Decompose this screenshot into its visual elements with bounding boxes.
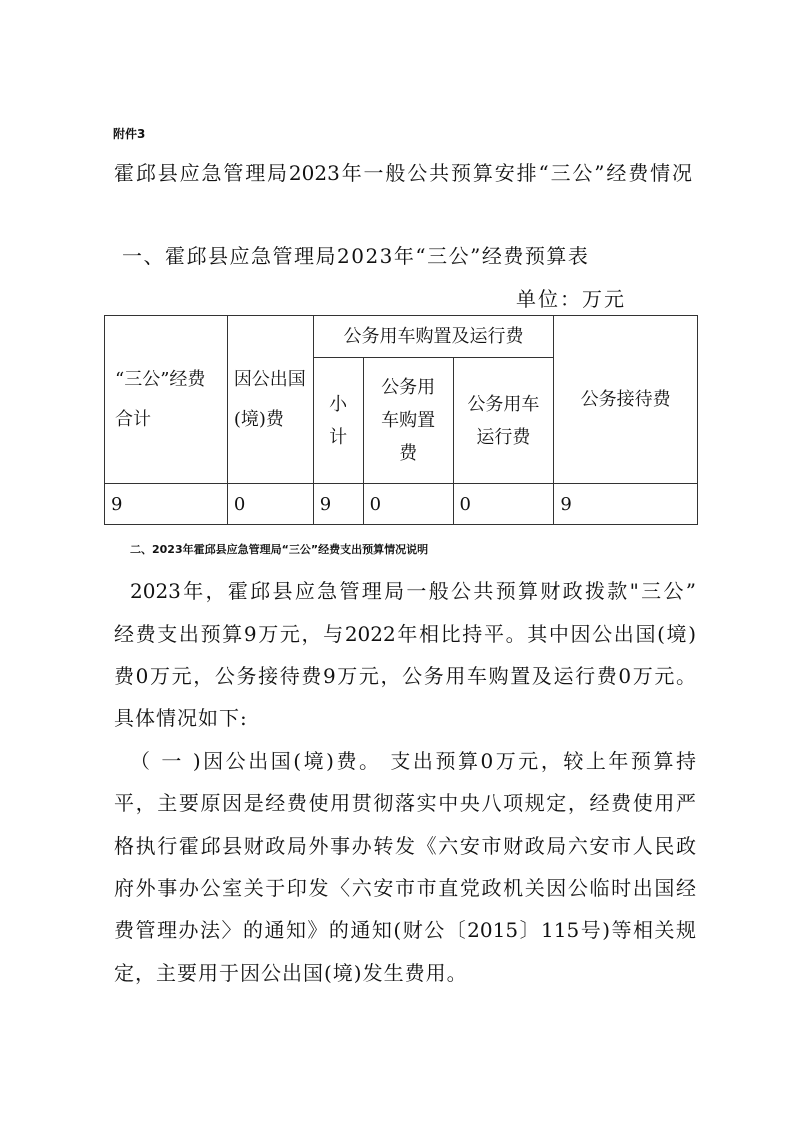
cell-total: 9 [105,484,228,525]
header-reception: 公务接待费 [554,316,698,484]
cell-reception: 9 [554,484,698,525]
header-vehicle: 公务用车购置及运行费 [313,316,554,358]
section-1-heading: 一、霍邱县应急管理局2023年“三公”经费预算表 [122,244,590,268]
unit-label: 单位：万元 [516,287,626,311]
paragraph-line: 定，主要用于因公出国(境)发生费用。 [114,961,468,985]
paragraph-line: 2023年，霍邱县应急管理局一般公共预算财政拨款"三公” [130,579,696,603]
header-subtotal: 小计 [313,358,363,484]
paragraph-line: 经费支出预算9万元，与2022年相比持平。其中因公出国(境) [114,622,696,646]
budget-table [104,315,698,525]
table-row [105,484,698,525]
cell-purchase: 0 [363,484,453,525]
paragraph-line: 平，主要原因是经费使用贯彻落实中央八项规定，经费使用严 [114,791,696,815]
document-title: 霍邱县应急管理局2023年一般公共预算安排“三公”经费情况 [114,161,692,185]
paragraph-line: 费0万元，公务接待费9万元，公务用车购置及运行费0万元。 [114,664,696,688]
header-operation: 公务用车运行费 [453,358,554,484]
attachment-label: 附件3 [113,127,146,141]
paragraph-line: 格执行霍邱县财政局外事办转发《六安市财政局六安市人民政 [114,834,696,858]
cell-subtotal: 9 [313,484,363,525]
paragraph-line: 具体情况如下: [114,706,248,730]
section-2-heading: 二、2023年霍邱县应急管理局“三公”经费支出预算情况说明 [130,543,429,556]
cell-abroad: 0 [227,484,313,525]
header-purchase: 公务用车购置费 [363,358,453,484]
paragraph-line: 府外事办公室关于印发〈六安市市直党政机关因公临时出国经 [114,876,696,900]
header-abroad: 因公出国(境)费 [227,316,313,484]
paragraph-line: （ 一 )因公出国(境)费。 支出预算0万元，较上年预算持 [130,749,696,773]
cell-operation: 0 [453,484,554,525]
paragraph-line: 费管理办法〉的通知》的通知(财公〔2015〕115号)等相关规 [114,918,696,942]
header-total: “三公”经费合计 [105,316,228,484]
